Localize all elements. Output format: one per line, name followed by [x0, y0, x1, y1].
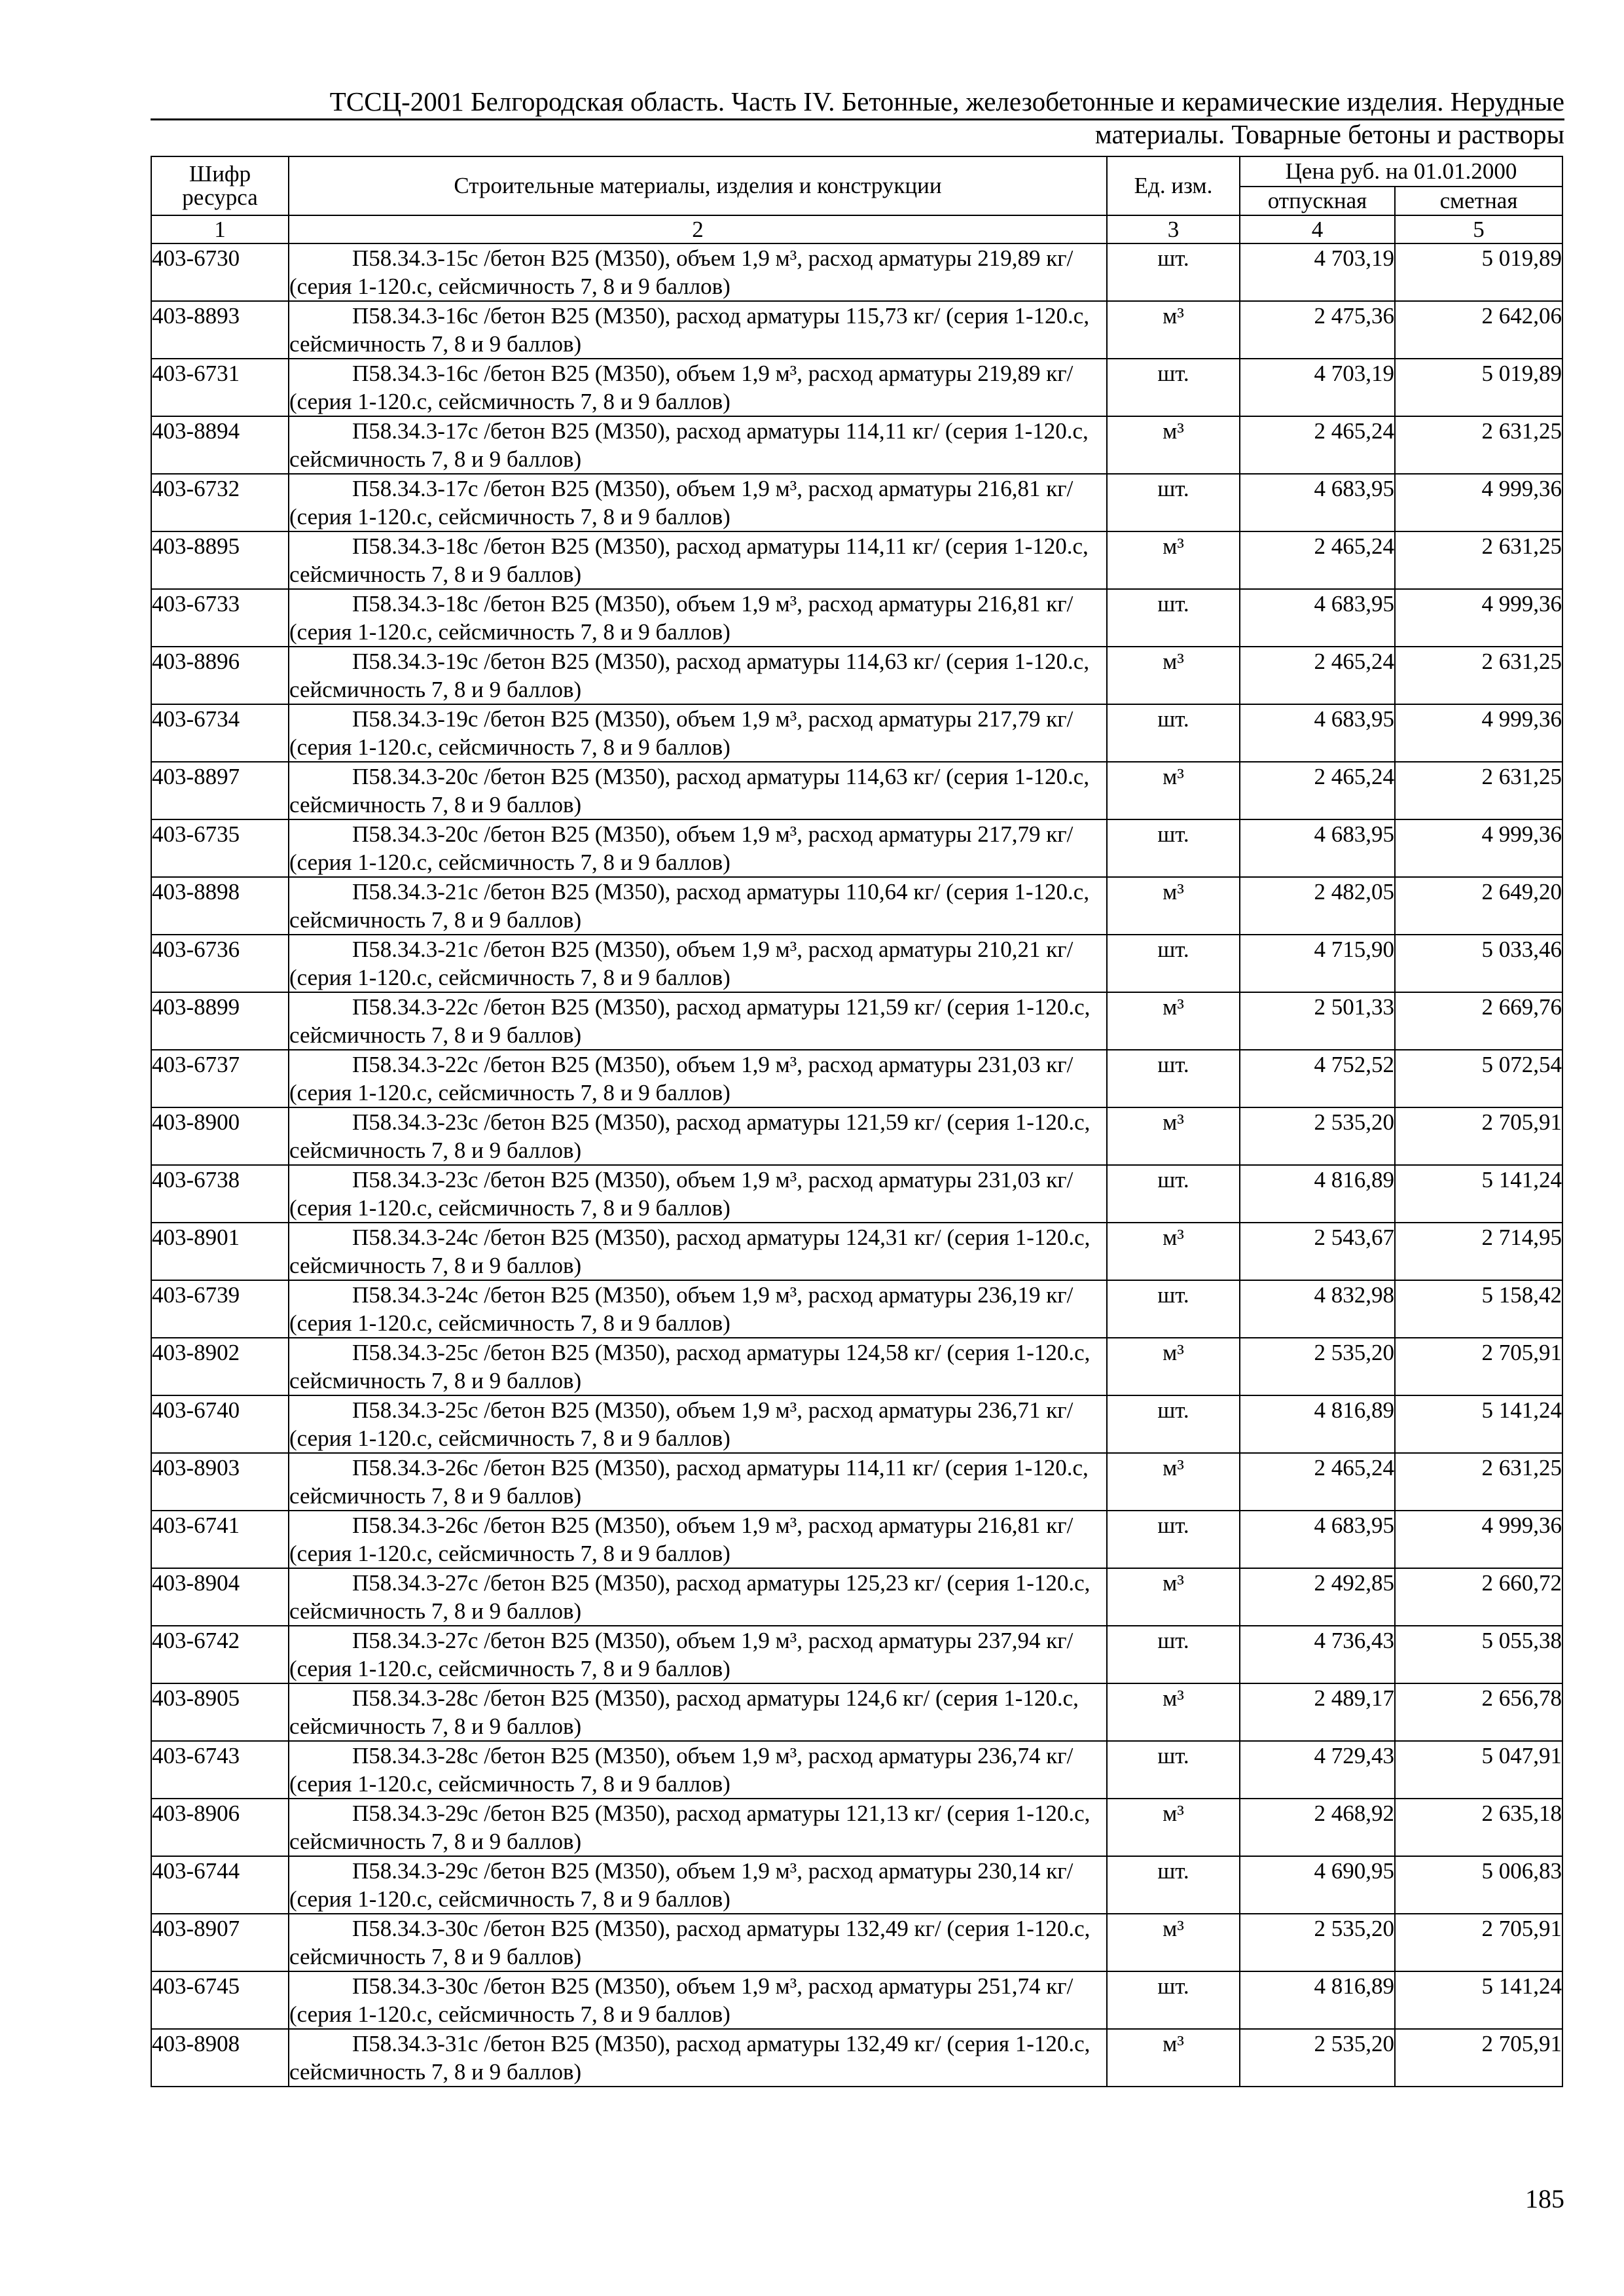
release-price: 2 465,24: [1240, 1453, 1395, 1511]
resource-code: 403-8899: [151, 992, 289, 1050]
resource-code: 403-8894: [151, 416, 289, 474]
material-description: П58.34.3-15с /бетон B25 (М350), объем 1,9 м³, расход арматуры 219,89 кг/ (серия 1-120.с, сейсмичность 7, 8 и 9 баллов): [289, 243, 1107, 301]
header-price: Цена руб. на 01.01.2000: [1240, 156, 1562, 187]
table-row: [151, 2029, 1562, 2087]
estimate-price: 2 631,25: [1395, 647, 1562, 704]
resource-code: 403-6744: [151, 1856, 289, 1914]
resource-code: 403-8897: [151, 762, 289, 819]
material-description: П58.34.3-20с /бетон B25 (М350), расход арматуры 114,63 кг/ (серия 1-120.с, сейсмичность 7, 8 и 9 баллов): [289, 762, 1107, 819]
table-row: [151, 1050, 1562, 1107]
table-row: [151, 1914, 1562, 1971]
resource-code: 403-6739: [151, 1280, 289, 1338]
resource-code: 403-6733: [151, 589, 289, 647]
estimate-price: 2 705,91: [1395, 1107, 1562, 1165]
unit-of-measure: шт.: [1107, 1626, 1240, 1683]
release-price: 2 465,24: [1240, 762, 1395, 819]
unit-of-measure: шт.: [1107, 1741, 1240, 1799]
estimate-price: 2 635,18: [1395, 1799, 1562, 1856]
material-description: П58.34.3-22с /бетон B25 (М350), расход арматуры 121,59 кг/ (серия 1-120.с, сейсмичность 7, 8 и 9 баллов): [289, 992, 1107, 1050]
material-description: П58.34.3-23с /бетон B25 (М350), объем 1,9 м³, расход арматуры 231,03 кг/ (серия 1-120.с, сейсмичность 7, 8 и 9 баллов): [289, 1165, 1107, 1223]
unit-of-measure: шт.: [1107, 1971, 1240, 2029]
table-row: [151, 1741, 1562, 1799]
unit-of-measure: м³: [1107, 1107, 1240, 1165]
release-price: 4 703,19: [1240, 359, 1395, 416]
material-description: П58.34.3-31с /бетон B25 (М350), расход арматуры 132,49 кг/ (серия 1-120.с, сейсмичность 7, 8 и 9 баллов): [289, 2029, 1107, 2087]
release-price: 2 468,92: [1240, 1799, 1395, 1856]
table-row: [151, 1683, 1562, 1741]
material-description: П58.34.3-27с /бетон B25 (М350), расход арматуры 125,23 кг/ (серия 1-120.с, сейсмичность 7, 8 и 9 баллов): [289, 1568, 1107, 1626]
resource-code: 403-6737: [151, 1050, 289, 1107]
column-number: 1: [151, 215, 289, 243]
table-row: [151, 474, 1562, 531]
estimate-price: 2 669,76: [1395, 992, 1562, 1050]
material-description: П58.34.3-21с /бетон B25 (М350), расход арматуры 110,64 кг/ (серия 1-120.с, сейсмичность 7, 8 и 9 баллов): [289, 877, 1107, 935]
resource-code: 403-8904: [151, 1568, 289, 1626]
header-rule: [151, 118, 1564, 120]
table-header-row: [151, 156, 1562, 187]
table-row: [151, 1971, 1562, 2029]
estimate-price: 2 631,25: [1395, 531, 1562, 589]
material-description: П58.34.3-23с /бетон B25 (М350), расход арматуры 121,59 кг/ (серия 1-120.с, сейсмичность 7, 8 и 9 баллов): [289, 1107, 1107, 1165]
release-price: 2 475,36: [1240, 301, 1395, 359]
resource-code: 403-8906: [151, 1799, 289, 1856]
release-price: 2 501,33: [1240, 992, 1395, 1050]
estimate-price: 5 141,24: [1395, 1395, 1562, 1453]
table-row: [151, 243, 1562, 301]
material-description: П58.34.3-26с /бетон B25 (М350), объем 1,9 м³, расход арматуры 216,81 кг/ (серия 1-120.с, сейсмичность 7, 8 и 9 баллов): [289, 1511, 1107, 1568]
release-price: 4 752,52: [1240, 1050, 1395, 1107]
material-description: П58.34.3-16с /бетон B25 (М350), объем 1,9 м³, расход арматуры 219,89 кг/ (серия 1-120.с, сейсмичность 7, 8 и 9 баллов): [289, 359, 1107, 416]
column-number: 3: [1107, 215, 1240, 243]
material-description: П58.34.3-30с /бетон B25 (М350), объем 1,9 м³, расход арматуры 251,74 кг/ (серия 1-120.с, сейсмичность 7, 8 и 9 баллов): [289, 1971, 1107, 2029]
resource-code: 403-6731: [151, 359, 289, 416]
estimate-price: 5 047,91: [1395, 1741, 1562, 1799]
estimate-price: 5 033,46: [1395, 935, 1562, 992]
unit-of-measure: м³: [1107, 301, 1240, 359]
unit-of-measure: м³: [1107, 1568, 1240, 1626]
resource-code: 403-6734: [151, 704, 289, 762]
page-number: 185: [1525, 2184, 1564, 2214]
running-header: [151, 85, 1564, 151]
estimate-price: 2 631,25: [1395, 1453, 1562, 1511]
estimate-price: 5 141,24: [1395, 1971, 1562, 2029]
unit-of-measure: м³: [1107, 1683, 1240, 1741]
table-row: [151, 762, 1562, 819]
resource-code: 403-6745: [151, 1971, 289, 2029]
release-price: 2 492,85: [1240, 1568, 1395, 1626]
estimate-price: 2 642,06: [1395, 301, 1562, 359]
unit-of-measure: м³: [1107, 1223, 1240, 1280]
header-estimate-price: сметная: [1395, 187, 1562, 215]
material-description: П58.34.3-19с /бетон B25 (М350), объем 1,9 м³, расход арматуры 217,79 кг/ (серия 1-120.с, сейсмичность 7, 8 и 9 баллов): [289, 704, 1107, 762]
release-price: 4 683,95: [1240, 819, 1395, 877]
release-price: 4 816,89: [1240, 1165, 1395, 1223]
table-row: [151, 416, 1562, 474]
table-row: [151, 359, 1562, 416]
resource-code: 403-6742: [151, 1626, 289, 1683]
estimate-price: 2 649,20: [1395, 877, 1562, 935]
table-row: [151, 1568, 1562, 1626]
resource-code: 403-8907: [151, 1914, 289, 1971]
unit-of-measure: шт.: [1107, 1395, 1240, 1453]
resource-code: 403-8893: [151, 301, 289, 359]
resource-code: 403-8895: [151, 531, 289, 589]
material-description: П58.34.3-25с /бетон B25 (М350), объем 1,9 м³, расход арматуры 236,71 кг/ (серия 1-120.с, сейсмичность 7, 8 и 9 баллов): [289, 1395, 1107, 1453]
material-description: П58.34.3-18с /бетон B25 (М350), объем 1,9 м³, расход арматуры 216,81 кг/ (серия 1-120.с, сейсмичность 7, 8 и 9 баллов): [289, 589, 1107, 647]
column-number: 2: [289, 215, 1107, 243]
estimate-price: 2 705,91: [1395, 2029, 1562, 2087]
unit-of-measure: м³: [1107, 762, 1240, 819]
table-row: [151, 301, 1562, 359]
material-description: П58.34.3-17с /бетон B25 (М350), расход арматуры 114,11 кг/ (серия 1-120.с, сейсмичность 7, 8 и 9 баллов): [289, 416, 1107, 474]
header-release-price: отпускная: [1240, 187, 1395, 215]
material-description: П58.34.3-30с /бетон B25 (М350), расход арматуры 132,49 кг/ (серия 1-120.с, сейсмичность 7, 8 и 9 баллов): [289, 1914, 1107, 1971]
material-description: П58.34.3-18с /бетон B25 (М350), расход арматуры 114,11 кг/ (серия 1-120.с, сейсмичность 7, 8 и 9 баллов): [289, 531, 1107, 589]
estimate-price: 5 019,89: [1395, 243, 1562, 301]
material-description: П58.34.3-20с /бетон B25 (М350), объем 1,9 м³, расход арматуры 217,79 кг/ (серия 1-120.с, сейсмичность 7, 8 и 9 баллов): [289, 819, 1107, 877]
table-body: [151, 243, 1562, 2087]
release-price: 4 832,98: [1240, 1280, 1395, 1338]
table-row: [151, 935, 1562, 992]
release-price: 4 729,43: [1240, 1741, 1395, 1799]
unit-of-measure: шт.: [1107, 1280, 1240, 1338]
resource-code: 403-8900: [151, 1107, 289, 1165]
release-price: 2 535,20: [1240, 1338, 1395, 1395]
material-description: П58.34.3-24с /бетон B25 (М350), объем 1,9 м³, расход арматуры 236,19 кг/ (серия 1-120.с, сейсмичность 7, 8 и 9 баллов): [289, 1280, 1107, 1338]
material-description: П58.34.3-27с /бетон B25 (М350), объем 1,9 м³, расход арматуры 237,94 кг/ (серия 1-120.с, сейсмичность 7, 8 и 9 баллов): [289, 1626, 1107, 1683]
estimate-price: 2 656,78: [1395, 1683, 1562, 1741]
material-description: П58.34.3-28с /бетон B25 (М350), расход арматуры 124,6 кг/ (серия 1-120.с, сейсмичность 7, 8 и 9 баллов): [289, 1683, 1107, 1741]
unit-of-measure: шт.: [1107, 819, 1240, 877]
release-price: 4 816,89: [1240, 1395, 1395, 1453]
unit-of-measure: м³: [1107, 2029, 1240, 2087]
table-row: [151, 1395, 1562, 1453]
resource-code: 403-6736: [151, 935, 289, 992]
resource-code: 403-6730: [151, 243, 289, 301]
release-price: 4 715,90: [1240, 935, 1395, 992]
material-description: П58.34.3-25с /бетон B25 (М350), расход арматуры 124,58 кг/ (серия 1-120.с, сейсмичность 7, 8 и 9 баллов): [289, 1338, 1107, 1395]
table-row: [151, 1223, 1562, 1280]
resource-code: 403-8898: [151, 877, 289, 935]
table-row: [151, 1453, 1562, 1511]
table-row: [151, 589, 1562, 647]
unit-of-measure: м³: [1107, 647, 1240, 704]
unit-of-measure: шт.: [1107, 704, 1240, 762]
column-number: 5: [1395, 215, 1562, 243]
resource-code: 403-8896: [151, 647, 289, 704]
table-row: [151, 1280, 1562, 1338]
table-row: [151, 1856, 1562, 1914]
resource-code: 403-6738: [151, 1165, 289, 1223]
resource-code: 403-6740: [151, 1395, 289, 1453]
unit-of-measure: шт.: [1107, 359, 1240, 416]
material-description: П58.34.3-19с /бетон B25 (М350), расход арматуры 114,63 кг/ (серия 1-120.с, сейсмичность 7, 8 и 9 баллов): [289, 647, 1107, 704]
unit-of-measure: шт.: [1107, 243, 1240, 301]
estimate-price: 4 999,36: [1395, 1511, 1562, 1568]
header-description: Строительные материалы, изделия и конструкции: [289, 156, 1107, 215]
table-row: [151, 1338, 1562, 1395]
release-price: 2 535,20: [1240, 1914, 1395, 1971]
resource-code: 403-6743: [151, 1741, 289, 1799]
material-description: П58.34.3-17с /бетон B25 (М350), объем 1,9 м³, расход арматуры 216,81 кг/ (серия 1-120.с, сейсмичность 7, 8 и 9 баллов): [289, 474, 1107, 531]
header-unit: Ед. изм.: [1107, 156, 1240, 215]
table-row: [151, 992, 1562, 1050]
table-row: [151, 1107, 1562, 1165]
material-description: П58.34.3-28с /бетон B25 (М350), объем 1,9 м³, расход арматуры 236,74 кг/ (серия 1-120.с, сейсмичность 7, 8 и 9 баллов): [289, 1741, 1107, 1799]
resource-code: 403-8905: [151, 1683, 289, 1741]
estimate-price: 2 705,91: [1395, 1914, 1562, 1971]
table-row: [151, 531, 1562, 589]
unit-of-measure: м³: [1107, 1914, 1240, 1971]
unit-of-measure: м³: [1107, 1453, 1240, 1511]
header-code: Шифр ресурса: [151, 156, 289, 215]
material-description: П58.34.3-26с /бетон B25 (М350), расход арматуры 114,11 кг/ (серия 1-120.с, сейсмичность 7, 8 и 9 баллов): [289, 1453, 1107, 1511]
unit-of-measure: шт.: [1107, 589, 1240, 647]
estimate-price: 4 999,36: [1395, 589, 1562, 647]
material-description: П58.34.3-22с /бетон B25 (М350), объем 1,9 м³, расход арматуры 231,03 кг/ (серия 1-120.с, сейсмичность 7, 8 и 9 баллов): [289, 1050, 1107, 1107]
release-price: 2 543,67: [1240, 1223, 1395, 1280]
table-row: [151, 819, 1562, 877]
estimate-price: 4 999,36: [1395, 474, 1562, 531]
header-line-2: материалы. Товарные бетоны и растворы: [1094, 119, 1564, 149]
table-row: [151, 1511, 1562, 1568]
column-number: 4: [1240, 215, 1395, 243]
material-description: П58.34.3-24с /бетон B25 (М350), расход арматуры 124,31 кг/ (серия 1-120.с, сейсмичность 7, 8 и 9 баллов): [289, 1223, 1107, 1280]
table-row: [151, 877, 1562, 935]
unit-of-measure: м³: [1107, 1338, 1240, 1395]
resource-code: 403-8901: [151, 1223, 289, 1280]
release-price: 4 683,95: [1240, 704, 1395, 762]
header-line-1: ТССЦ-2001 Белгородская область. Часть IV. Бетонные, железобетонные и керамические изделия. Нерудные: [329, 86, 1564, 117]
release-price: 4 736,43: [1240, 1626, 1395, 1683]
column-number-row: [151, 215, 1562, 243]
estimate-price: 5 141,24: [1395, 1165, 1562, 1223]
unit-of-measure: м³: [1107, 1799, 1240, 1856]
material-description: П58.34.3-29с /бетон B25 (М350), объем 1,9 м³, расход арматуры 230,14 кг/ (серия 1-120.с, сейсмичность 7, 8 и 9 баллов): [289, 1856, 1107, 1914]
unit-of-measure: м³: [1107, 531, 1240, 589]
estimate-price: 5 006,83: [1395, 1856, 1562, 1914]
table-row: [151, 1165, 1562, 1223]
unit-of-measure: шт.: [1107, 1050, 1240, 1107]
resource-code: 403-6735: [151, 819, 289, 877]
unit-of-measure: шт.: [1107, 474, 1240, 531]
release-price: 4 703,19: [1240, 243, 1395, 301]
release-price: 4 816,89: [1240, 1971, 1395, 2029]
unit-of-measure: м³: [1107, 877, 1240, 935]
release-price: 2 482,05: [1240, 877, 1395, 935]
unit-of-measure: шт.: [1107, 1856, 1240, 1914]
unit-of-measure: шт.: [1107, 1511, 1240, 1568]
release-price: 2 535,20: [1240, 1107, 1395, 1165]
estimate-price: 2 631,25: [1395, 762, 1562, 819]
material-description: П58.34.3-29с /бетон B25 (М350), расход арматуры 121,13 кг/ (серия 1-120.с, сейсмичность 7, 8 и 9 баллов): [289, 1799, 1107, 1856]
estimate-price: 4 999,36: [1395, 819, 1562, 877]
estimate-price: 2 660,72: [1395, 1568, 1562, 1626]
estimate-price: 2 705,91: [1395, 1338, 1562, 1395]
unit-of-measure: м³: [1107, 992, 1240, 1050]
table-row: [151, 1626, 1562, 1683]
estimate-price: 2 631,25: [1395, 416, 1562, 474]
table-row: [151, 1799, 1562, 1856]
price-table: [151, 156, 1563, 2087]
estimate-price: 4 999,36: [1395, 704, 1562, 762]
resource-code: 403-8903: [151, 1453, 289, 1511]
unit-of-measure: м³: [1107, 416, 1240, 474]
estimate-price: 5 158,42: [1395, 1280, 1562, 1338]
unit-of-measure: шт.: [1107, 1165, 1240, 1223]
release-price: 4 683,95: [1240, 589, 1395, 647]
estimate-price: 5 072,54: [1395, 1050, 1562, 1107]
estimate-price: 5 019,89: [1395, 359, 1562, 416]
resource-code: 403-6732: [151, 474, 289, 531]
unit-of-measure: шт.: [1107, 935, 1240, 992]
material-description: П58.34.3-16с /бетон B25 (М350), расход арматуры 115,73 кг/ (серия 1-120.с, сейсмичность 7, 8 и 9 баллов): [289, 301, 1107, 359]
release-price: 2 465,24: [1240, 416, 1395, 474]
table-row: [151, 704, 1562, 762]
release-price: 4 690,95: [1240, 1856, 1395, 1914]
resource-code: 403-8908: [151, 2029, 289, 2087]
release-price: 2 465,24: [1240, 531, 1395, 589]
resource-code: 403-8902: [151, 1338, 289, 1395]
release-price: 4 683,95: [1240, 1511, 1395, 1568]
release-price: 2 535,20: [1240, 2029, 1395, 2087]
table-row: [151, 647, 1562, 704]
release-price: 2 465,24: [1240, 647, 1395, 704]
estimate-price: 5 055,38: [1395, 1626, 1562, 1683]
release-price: 4 683,95: [1240, 474, 1395, 531]
estimate-price: 2 714,95: [1395, 1223, 1562, 1280]
material-description: П58.34.3-21с /бетон B25 (М350), объем 1,9 м³, расход арматуры 210,21 кг/ (серия 1-120.с, сейсмичность 7, 8 и 9 баллов): [289, 935, 1107, 992]
release-price: 2 489,17: [1240, 1683, 1395, 1741]
resource-code: 403-6741: [151, 1511, 289, 1568]
